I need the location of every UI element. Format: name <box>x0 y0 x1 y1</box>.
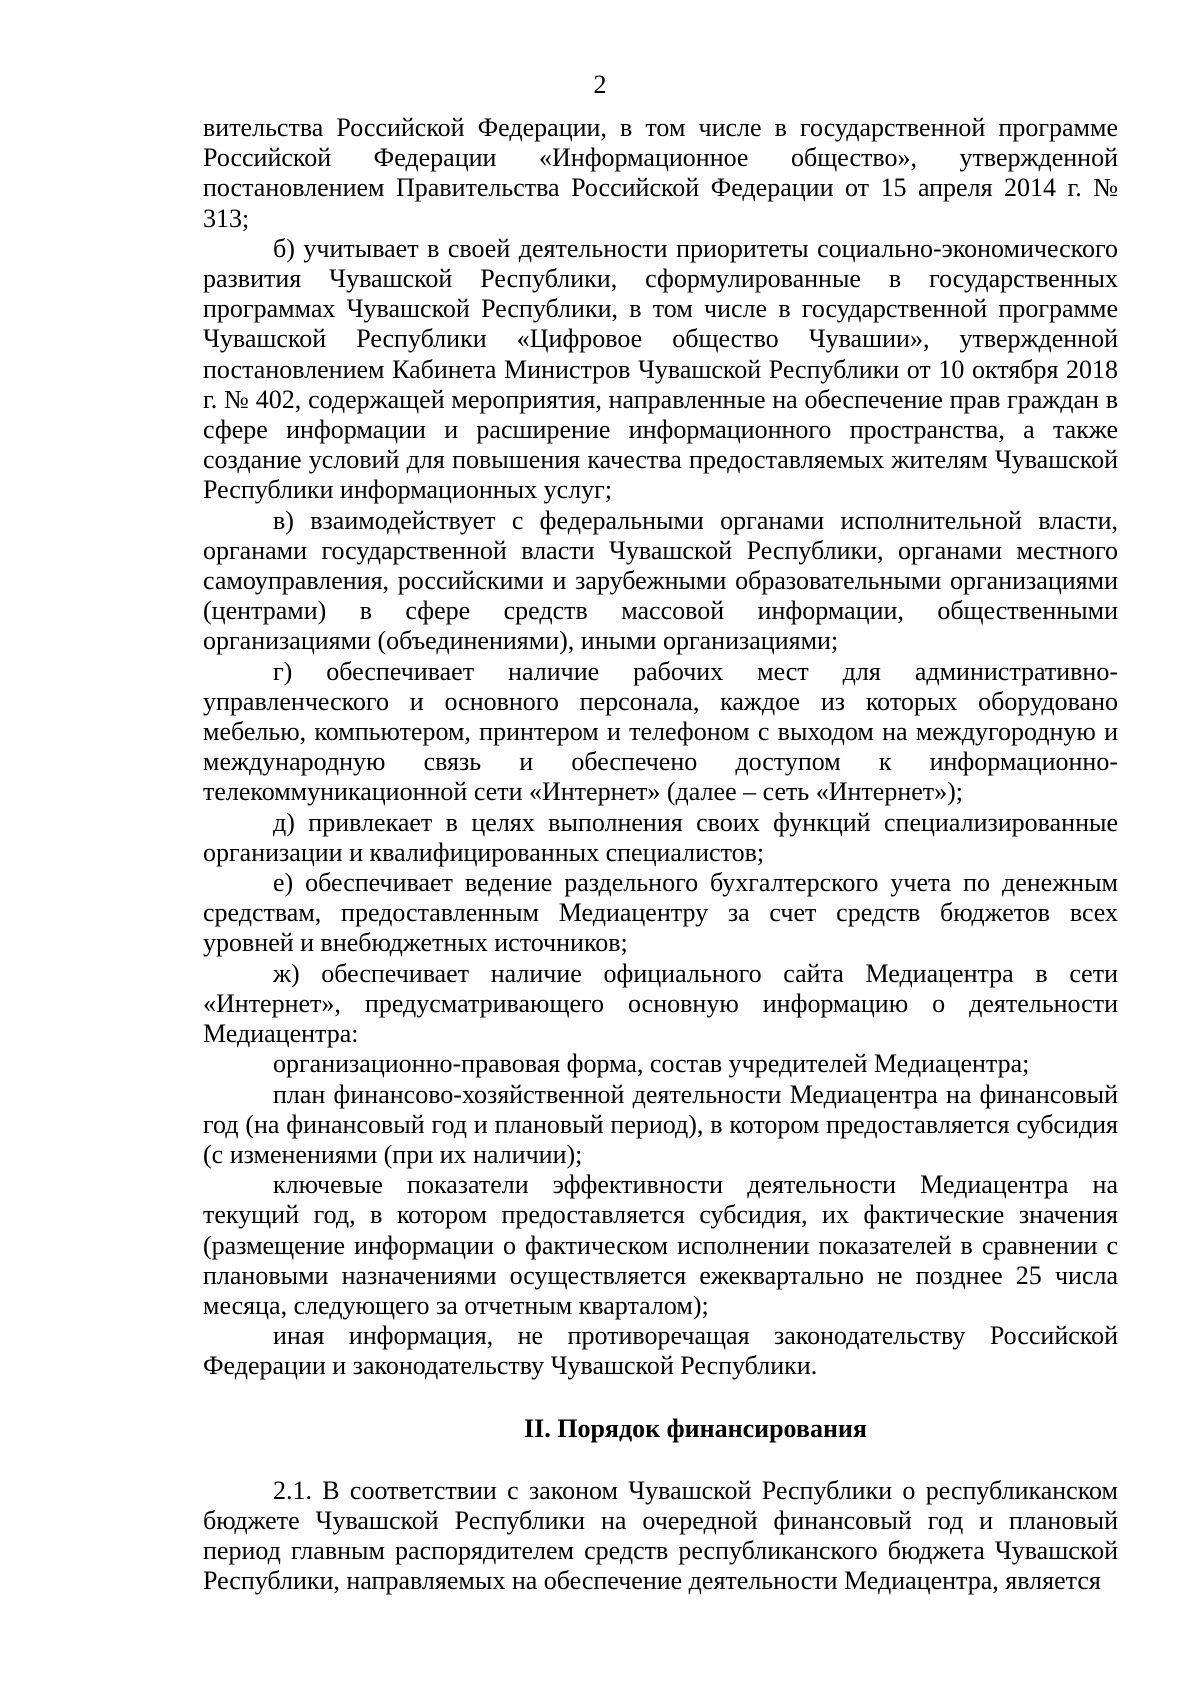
paragraph-v: в) взаимодействует с федеральными органами исполнительной власти, органами государственной власти Чувашской Республики, органами местного самоуправления, российскими и зарубежными образовательными организациями (центрами) в сфере средств массовой информации, общественными организациями (объединениями), иными организациями; <box>203 505 1118 656</box>
paragraph-item-financial-plan: план финансово-хозяйственной деятельности Медиацентра на финансовый год (на финансовый год и плановый период), в котором предоставляется субсидия (с изменениями (при их наличии); <box>203 1079 1118 1169</box>
paragraph-b: б) учитывает в своей деятельности приоритеты социально-экономического развития Чувашской Республики, сформулированные в государственных программах Чувашской Республики, в том числе в государственной программе Чувашской Республики «Цифровое общество Чувашии», утвержденной постановлением Кабинета Министров Чувашской Республики от 10 октября 2018 г. № 402, содержащей мероприятия, направленные на обеспечение прав граждан в сфере информации и расширение информационного пространства, а также создание условий для повышения качества предоставляемых жителям Чувашской Республики информационных услуг; <box>203 233 1118 505</box>
paragraph-item-key-indicators: ключевые показатели эффективности деятельности Медиацентра на текущий год, в котором предоставляется субсидия, их фактические значения (размещение информации о фактическом исполнении показателей в сравнении с плановыми назначениями осуществляется ежеквартально не позднее 25 числа месяца, следующего за отчетным кварталом); <box>203 1170 1118 1320</box>
paragraph-item-other-info: иная информация, не противоречащая законодательству Российской Федерации и законодательству Чувашской Республики. <box>203 1321 1118 1381</box>
paragraph-continuation: вительства Российской Федерации, в том числе в государственной программе Российской Федерации «Информационное общество», утвержденной постановлением Правительства Российской Федерации от 15 апреля 2014 г. № 313; <box>203 113 1118 233</box>
page-number: 2 <box>593 70 607 99</box>
paragraph-d: д) привлекает в целях выполнения своих функций специализированные организации и квалифицированных специалистов; <box>203 807 1118 867</box>
paragraph-item-legal-form: организационно-правовая форма, состав учредителей Медиацентра; <box>273 1049 1030 1079</box>
paragraph-2-1: 2.1. В соответствии с законом Чувашской Республики о республиканском бюджете Чувашской Республики на очередной финансовый год и плановый период главным распорядителем средств республиканского бюджета Чувашской Республики, направляемых на обеспечение деятельности Медиацентра, является <box>203 1475 1118 1596</box>
document-body <box>203 113 1118 1597</box>
section-heading: II. Порядок финансирования <box>524 1413 867 1443</box>
paragraph-e: е) обеспечивает ведение раздельного бухгалтерского учета по денежным средствам, предоставленным Медиацентру за счет средств бюджетов всех уровней и внебюджетных источников; <box>203 868 1118 958</box>
paragraph-g: г) обеспечивает наличие рабочих мест для административно-управленческого и основного персонала, каждое из которых оборудовано мебелью, компьютером, принтером и телефоном с выходом на междугородную и международную связь и обеспечено доступом к информационно-телекоммуникационной сети «Интернет» (далее – сеть «Интернет»); <box>203 656 1118 807</box>
paragraph-zh: ж) обеспечивает наличие официального сайта Медиацентра в сети «Интернет», предусматривающего основную информацию о деятельности Медиацентра: <box>203 958 1118 1049</box>
